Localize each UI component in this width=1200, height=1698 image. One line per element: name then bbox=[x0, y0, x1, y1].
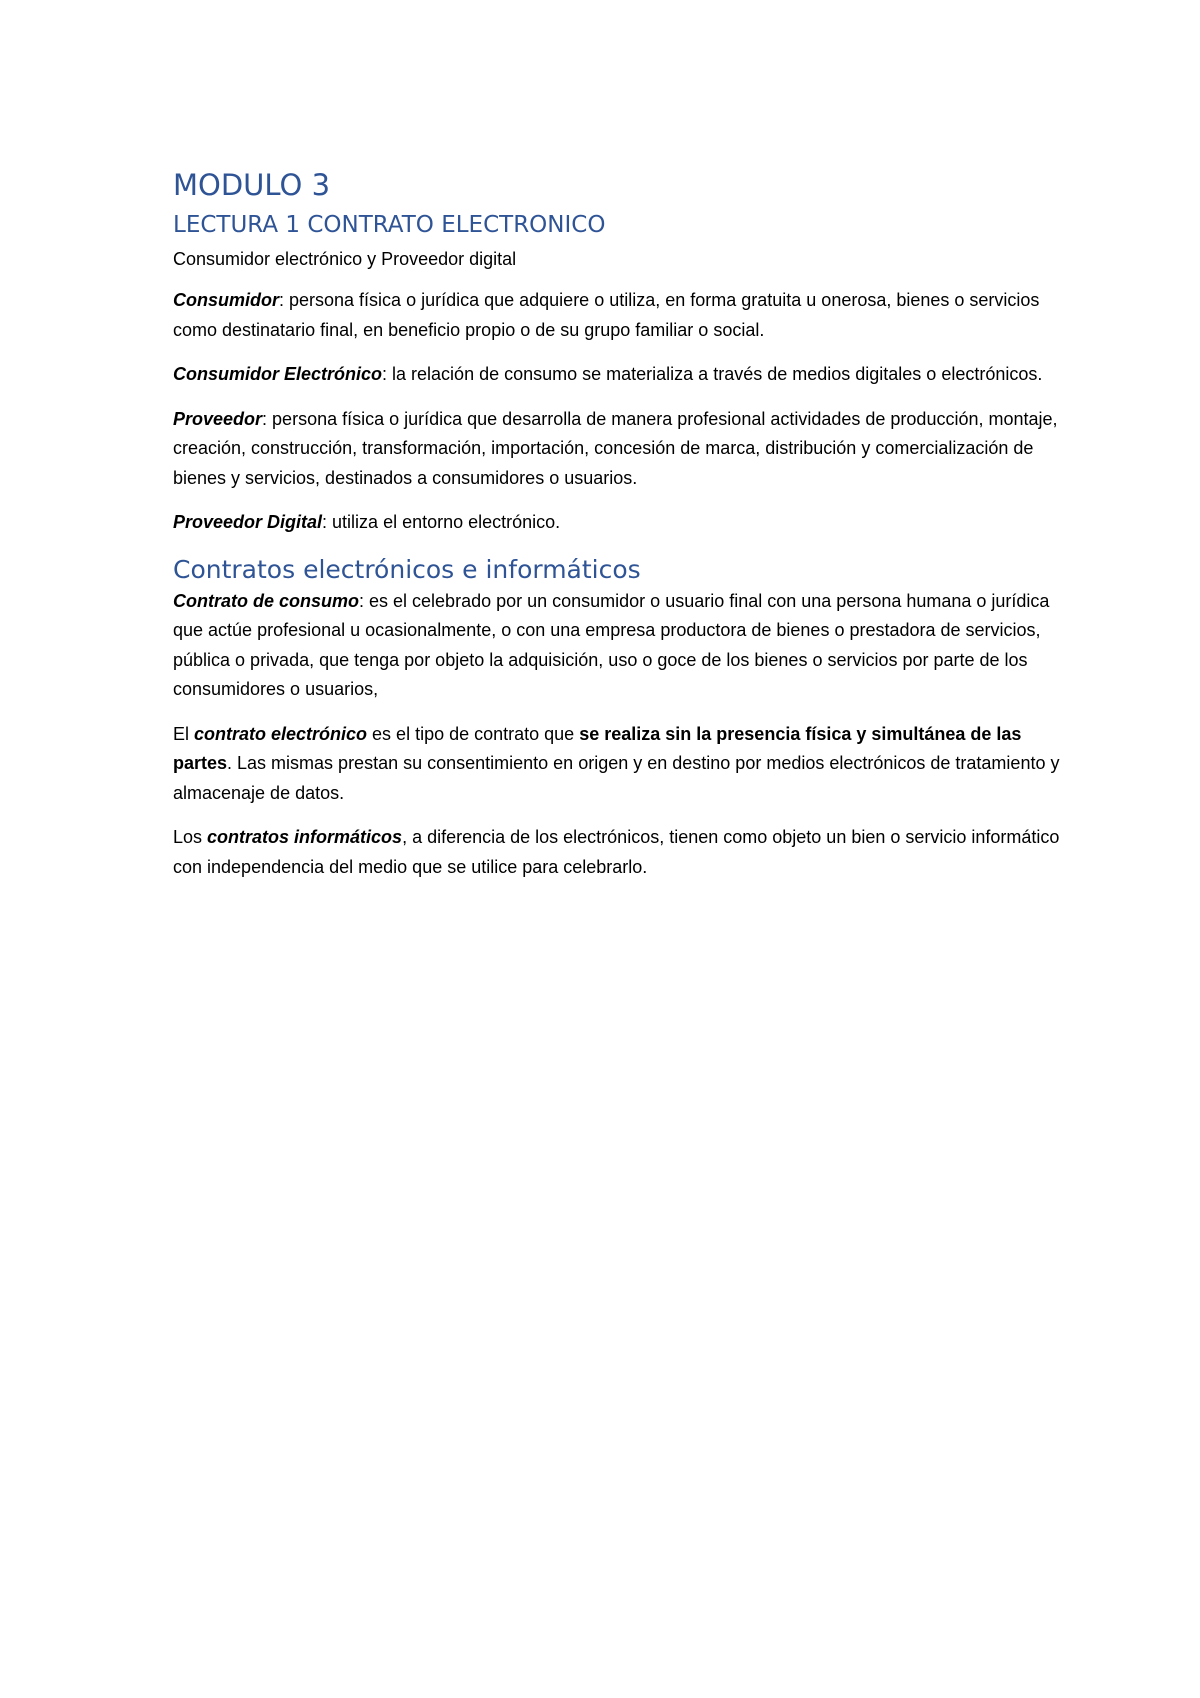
definition-text: : la relación de consumo se materializa a través de medios digitales o electrónicos. bbox=[382, 364, 1043, 384]
lecture-heading: LECTURA 1 CONTRATO ELECTRONICO bbox=[173, 212, 606, 238]
document-page bbox=[173, 165, 1073, 897]
definition-consumidor bbox=[173, 286, 1073, 345]
definition-proveedor bbox=[173, 405, 1073, 494]
definition-term: Consumidor bbox=[173, 290, 279, 310]
definition-text: : persona física o jurídica que desarrolla de manera profesional actividades de producción, montaje, creación, construcción, transformación, importación, concesión de marca, distribución y comercialización de bienes y servicios, destinados a consumidores o usuarios. bbox=[173, 408, 1058, 488]
definition-text: : utiliza el entorno electrónico. bbox=[322, 512, 561, 532]
paragraph-suffix: , a diferencia de los electrónicos, tienen como objeto un bien o servicio informático con independencia del medio que se utilice para celebrarlo. bbox=[173, 827, 1060, 877]
definition-term: Proveedor bbox=[173, 408, 263, 429]
paragraph-term: Contrato de consumo bbox=[173, 590, 360, 611]
paragraph-contrato-consumo bbox=[173, 587, 1073, 705]
paragraph-text: : es el celebrado por un consumidor o usuario final con una persona humana o jurídica que actúe profesional u ocasionalmente, o con una empresa productora de bienes o prestadora de servicios, pública o privada, que tenga por objeto la adquisición, uso o goce de los bienes o servicios por parte de los consumidores o usuarios, bbox=[173, 590, 1050, 699]
paragraph-contratos-informaticos bbox=[173, 823, 1073, 882]
paragraph-middle: es el tipo de contrato que bbox=[367, 723, 580, 744]
definition-consumidor-electronico bbox=[173, 360, 1073, 390]
definition-term: Proveedor Digital bbox=[173, 512, 323, 532]
paragraph-suffix: . Las mismas prestan su consentimiento en origen y en destino por medios electrónicos de tratamiento y almacenaje de datos. bbox=[173, 753, 1060, 803]
definition-text: : persona física o jurídica que adquiere o utiliza, en forma gratuita u onerosa, bienes o servicios como destinatario final, en beneficio propio o de su grupo familiar o social. bbox=[173, 290, 1040, 340]
definition-proveedor-digital bbox=[173, 508, 1073, 538]
paragraph-prefix: Los bbox=[173, 827, 208, 847]
subtitle: Consumidor electrónico y Proveedor digital bbox=[173, 249, 517, 269]
paragraph-contrato-electronico bbox=[173, 720, 1073, 809]
definition-term: Consumidor Electrónico bbox=[173, 364, 383, 384]
paragraph-bold: se realiza sin la presencia física y simultánea de las partes bbox=[173, 723, 1022, 773]
section-heading: Contratos electrónicos e informáticos bbox=[173, 554, 641, 584]
document-title: MODULO 3 bbox=[173, 168, 331, 202]
paragraph-term: contrato electrónico bbox=[194, 723, 368, 744]
paragraph-prefix: El bbox=[173, 723, 195, 744]
paragraph-term: contratos informáticos bbox=[207, 827, 403, 847]
